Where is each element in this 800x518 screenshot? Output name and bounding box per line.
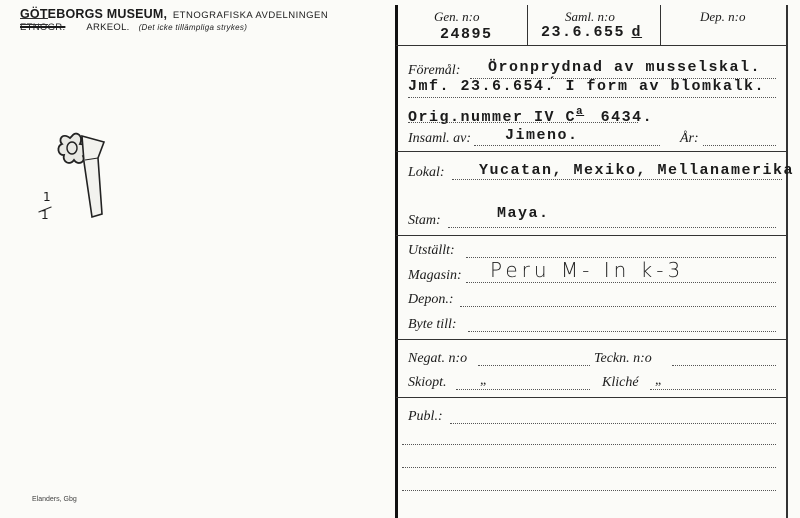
museum-ethnography-struck: ETNOGR. bbox=[20, 22, 66, 33]
skiopt-line bbox=[456, 389, 590, 390]
stam-value: Maya. bbox=[497, 205, 550, 222]
museum-instruction: (Det icke tillämpliga strykes) bbox=[138, 23, 248, 32]
kliche-ditto: „ bbox=[655, 373, 662, 388]
negat-line bbox=[478, 365, 590, 366]
museum-archaeology: ARKEOL. bbox=[86, 22, 130, 33]
saml-label: Saml. n:o bbox=[565, 9, 615, 24]
scale-fraction bbox=[36, 190, 60, 230]
museum-struck-line bbox=[20, 22, 247, 33]
kliche-label: Kliché bbox=[602, 375, 639, 390]
foremal-line-2 bbox=[408, 97, 776, 98]
section-rule-1 bbox=[396, 151, 786, 152]
orig-superscript: a bbox=[576, 106, 585, 118]
skiopt-ditto: „ bbox=[480, 373, 487, 388]
card-right-border bbox=[786, 5, 788, 518]
skiopt-label: Skiopt. bbox=[408, 375, 447, 390]
foremal-label: Föremål: bbox=[408, 63, 461, 78]
orig-value: 6434. bbox=[600, 109, 654, 126]
ornament-stem bbox=[82, 136, 104, 217]
magasin-line bbox=[466, 282, 776, 283]
scale-numerator: 1 bbox=[43, 190, 51, 204]
lokal-label: Lokal: bbox=[408, 165, 445, 180]
dep-label: Dep. n:o bbox=[700, 9, 746, 24]
museum-department: ETNOGRAFISKA AVDELNINGEN bbox=[172, 10, 329, 21]
depon-label: Depon.: bbox=[408, 292, 454, 307]
insaml-line bbox=[474, 145, 660, 146]
magasin-value: Peru M- In k-3 bbox=[490, 258, 685, 282]
card-left-border bbox=[395, 5, 398, 518]
kliche-line bbox=[650, 389, 776, 390]
header-divider-2 bbox=[660, 5, 661, 45]
utstallt-label: Utställt: bbox=[408, 243, 455, 258]
lokal-value: Yucatan, Mexiko, Mellanamerika bbox=[479, 162, 795, 179]
foremal-value-1: Öronprydnad av musselskal. bbox=[488, 59, 762, 76]
publ-line-4 bbox=[402, 490, 776, 491]
publ-label: Publ.: bbox=[408, 409, 443, 424]
stam-line bbox=[448, 227, 776, 228]
saml-value: 23.6.655 bbox=[541, 24, 626, 41]
negat-label: Negat. n:o bbox=[408, 351, 468, 366]
saml-suffix: d bbox=[631, 24, 643, 41]
publ-line-2 bbox=[402, 444, 776, 445]
saml-value-wrap bbox=[541, 24, 642, 41]
header-divider-1 bbox=[527, 5, 528, 45]
section-rule-4 bbox=[396, 397, 786, 398]
orig-number bbox=[408, 106, 653, 126]
lokal-line bbox=[452, 179, 782, 180]
byte-label: Byte till: bbox=[408, 317, 457, 332]
printer-imprint: Elanders, Gbg bbox=[32, 496, 77, 503]
insaml-label: Insaml. av: bbox=[408, 131, 471, 146]
publ-line-3 bbox=[402, 467, 776, 468]
header-bottom-rule bbox=[396, 45, 786, 46]
orig-line bbox=[408, 122, 638, 123]
orig-label: Orig.nummer IV C bbox=[408, 109, 577, 126]
byte-line bbox=[468, 331, 776, 332]
object-drawing bbox=[52, 122, 122, 222]
scale-denominator: 1 bbox=[41, 208, 49, 222]
museum-name bbox=[20, 7, 328, 21]
gen-label: Gen. n:o bbox=[434, 9, 480, 24]
insaml-value: Jimeno. bbox=[505, 127, 579, 144]
foremal-value-2: Jmf. 23.6.654.́ I form av blomkalk. bbox=[408, 78, 766, 95]
teckn-line bbox=[672, 365, 776, 366]
depon-line bbox=[460, 306, 776, 307]
museum-title: GÖTEBORGS MUSEUM, bbox=[20, 7, 168, 21]
gen-value: 24895 bbox=[440, 26, 493, 43]
ar-label: År: bbox=[680, 131, 699, 146]
publ-line-1 bbox=[450, 423, 776, 424]
struck-overprint-mark bbox=[20, 18, 48, 25]
ar-line bbox=[703, 145, 776, 146]
teckn-label: Teckn. n:o bbox=[594, 351, 652, 366]
magasin-label: Magasin: bbox=[408, 268, 462, 283]
stam-label: Stam: bbox=[408, 213, 441, 228]
section-rule-2 bbox=[396, 235, 786, 236]
section-rule-3 bbox=[396, 339, 786, 340]
